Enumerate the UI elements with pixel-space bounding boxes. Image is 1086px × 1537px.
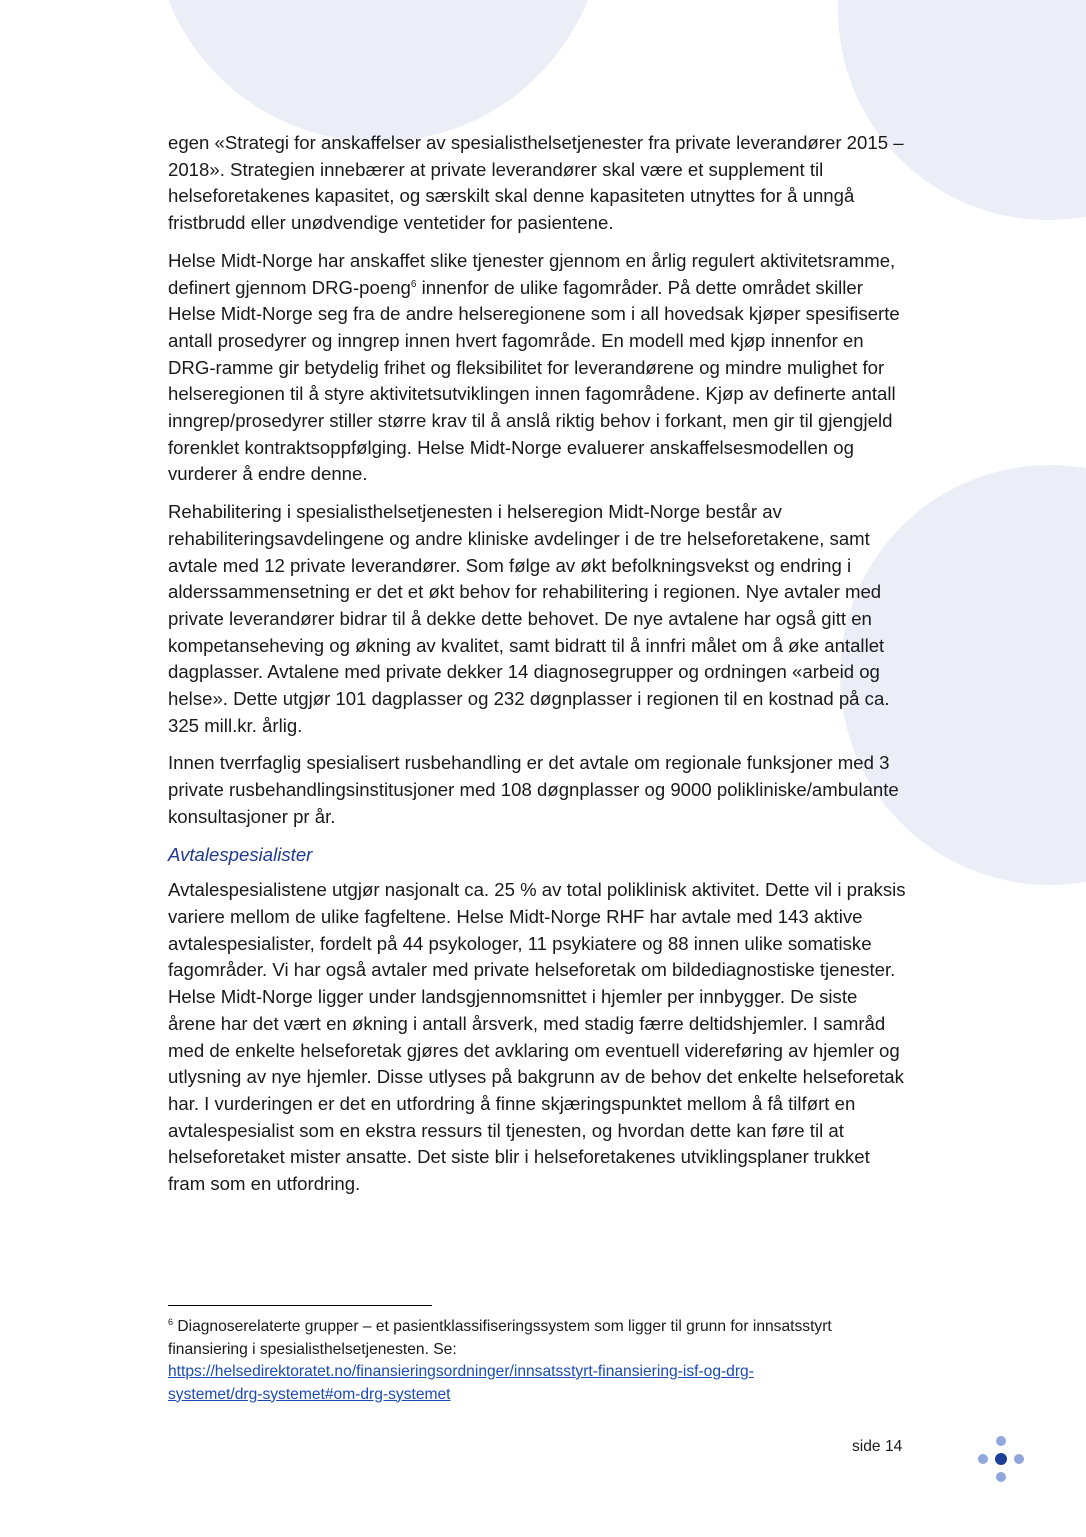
paragraph-text: innenfor de ulike fagområder. På dette området skiller Helse Midt-Norge seg fra de andre helseregionene som i all hovedsak kjøper spesifiserte antall prosedyrer og inngrep innen hvert fagområde. En modell med kjøp innenfor en DRG-ramme gir betydelig frihet og fleksibilitet for leverandørene og mindre mulighet for helseregionen til å styre aktivitetsutviklingen innen fagområdene. Kjøp av definerte antall inngrep/prosedyrer stiller større krav til å anslå riktig behov i forkant, men gir til gjengjeld forenklet kontraktsoppfølging. Helse Midt-Norge evaluerer anskaffelsesmodellen og vurderer å endre denne. bbox=[168, 276, 900, 485]
footnote-reference[interactable]: 6 bbox=[410, 278, 417, 290]
paragraph-with-footnote-ref bbox=[168, 248, 908, 488]
paragraph-text: Helse Midt-Norge har anskaffet slike tjenester gjennom en årlig regulert aktivitetsramme, definert gjennom DRG-poeng bbox=[168, 249, 896, 298]
paragraph: Rehabilitering i spesialisthelsetjenesten i helseregion Midt-Norge består av rehabiliteringsavdelingene og andre kliniske avdelinger i de tre helseforetakene, samt avtale med 12 private leverandører. Som følge av økt befolkningsvekst og endring i alderssammensetning er det et økt behov for rehabilitering i regionen. Nye avtaler med private leverandører bidrar til å dekke dette behovet. De nye avtalene har også gitt en kompetanseheving og økning av kvalitet, samt bidratt til å innfri målet om å øke antallet dagplasser. Avtalene med private dekker 14 diagnosegrupper og ordningen «arbeid og helse». Dette utgjør 101 dagplasser og 232 døgnplasser i regionen til en kostnad på ca. 325 mill.kr. årlig. bbox=[168, 501, 890, 736]
page-number: side 14 bbox=[852, 1438, 903, 1455]
paragraph: Innen tverrfaglig spesialisert rusbehandling er det avtale om regionale funksjoner med 3 private rusbehandlingsinstitusjoner med 108 døgnplasser og 9000 polikliniske/ambulante konsultasjoner pr år. bbox=[168, 752, 899, 827]
footnote-link-line-2: systemet/drg-systemet#om-drg-systemet bbox=[168, 1385, 451, 1403]
footnote-link-line-1: https://helsedirektoratet.no/finansieringsordninger/innsatsstyrt-finansiering-isf-og-drg- bbox=[168, 1363, 754, 1380]
footnote-text: Diagnoserelaterte grupper – et pasientklassifiseringssystem som ligger til grunn for innsatsstyrt finansiering i spesialisthelsetjenesten. Se: bbox=[168, 1318, 832, 1358]
paragraph: Avtalespesialistene utgjør nasjonalt ca. 25 % av total poliklinisk aktivitet. Dette vil i praksis variere mellom de ulike fagfeltene. Helse Midt-Norge RHF har avtale med 143 aktive avtalespesialister, fordelt på 44 psykologer, 11 psykiatere og 88 innen ulike somatiske fagområder. Vi har også avtaler med private helseforetak om bildediagnostiske tjenester. Helse Midt-Norge ligger under landsgjennomsnittet i hjemler per innbygger. De siste årene har det vært en økning i antall årsverk, med stadig færre deltidshjemler. I samråd med de enkelte helseforetak gjøres det avklaring om eventuell videreføring av hjemler og utlysning av nye hjemler. Disse utlyses på bakgrunn av de behov det enkelte helseforetak har. I vurderingen er det en utfordring å finne skjæringspunktet mellom å få tilført en avtalespesialist som en ekstra ressurs til tjenesten, og hvordan dette kan føre til at helseforetaket mister ansatte. Det siste blir i helseforetakenes utviklingsplaner trukket fram som en utfordring. bbox=[168, 879, 906, 1195]
logo-dot bbox=[1014, 1454, 1024, 1464]
section-heading: Avtalespesialister bbox=[168, 843, 313, 865]
footnote bbox=[168, 1316, 908, 1406]
document-body bbox=[168, 130, 908, 1209]
decorative-circle-top-left bbox=[152, 0, 604, 142]
logo-dot bbox=[996, 1472, 1006, 1482]
footnote-link[interactable] bbox=[168, 1363, 754, 1403]
logo-dot bbox=[978, 1454, 988, 1464]
logo-dot bbox=[996, 1436, 1006, 1446]
footnote-divider bbox=[168, 1305, 432, 1306]
footnote-number: 6 bbox=[168, 1316, 174, 1327]
logo-dot-center bbox=[995, 1453, 1007, 1465]
paragraph: egen «Strategi for anskaffelser av spesialisthelsetjenester fra private leverandører 2015 – 2018». Strategien innebærer at private leverandører skal være et supplement til helseforetakenes kapasitet, og særskilt skal denne kapasiteten utnyttes for å unngå fristbrudd eller unødvendige ventetider for pasientene. bbox=[168, 132, 904, 234]
